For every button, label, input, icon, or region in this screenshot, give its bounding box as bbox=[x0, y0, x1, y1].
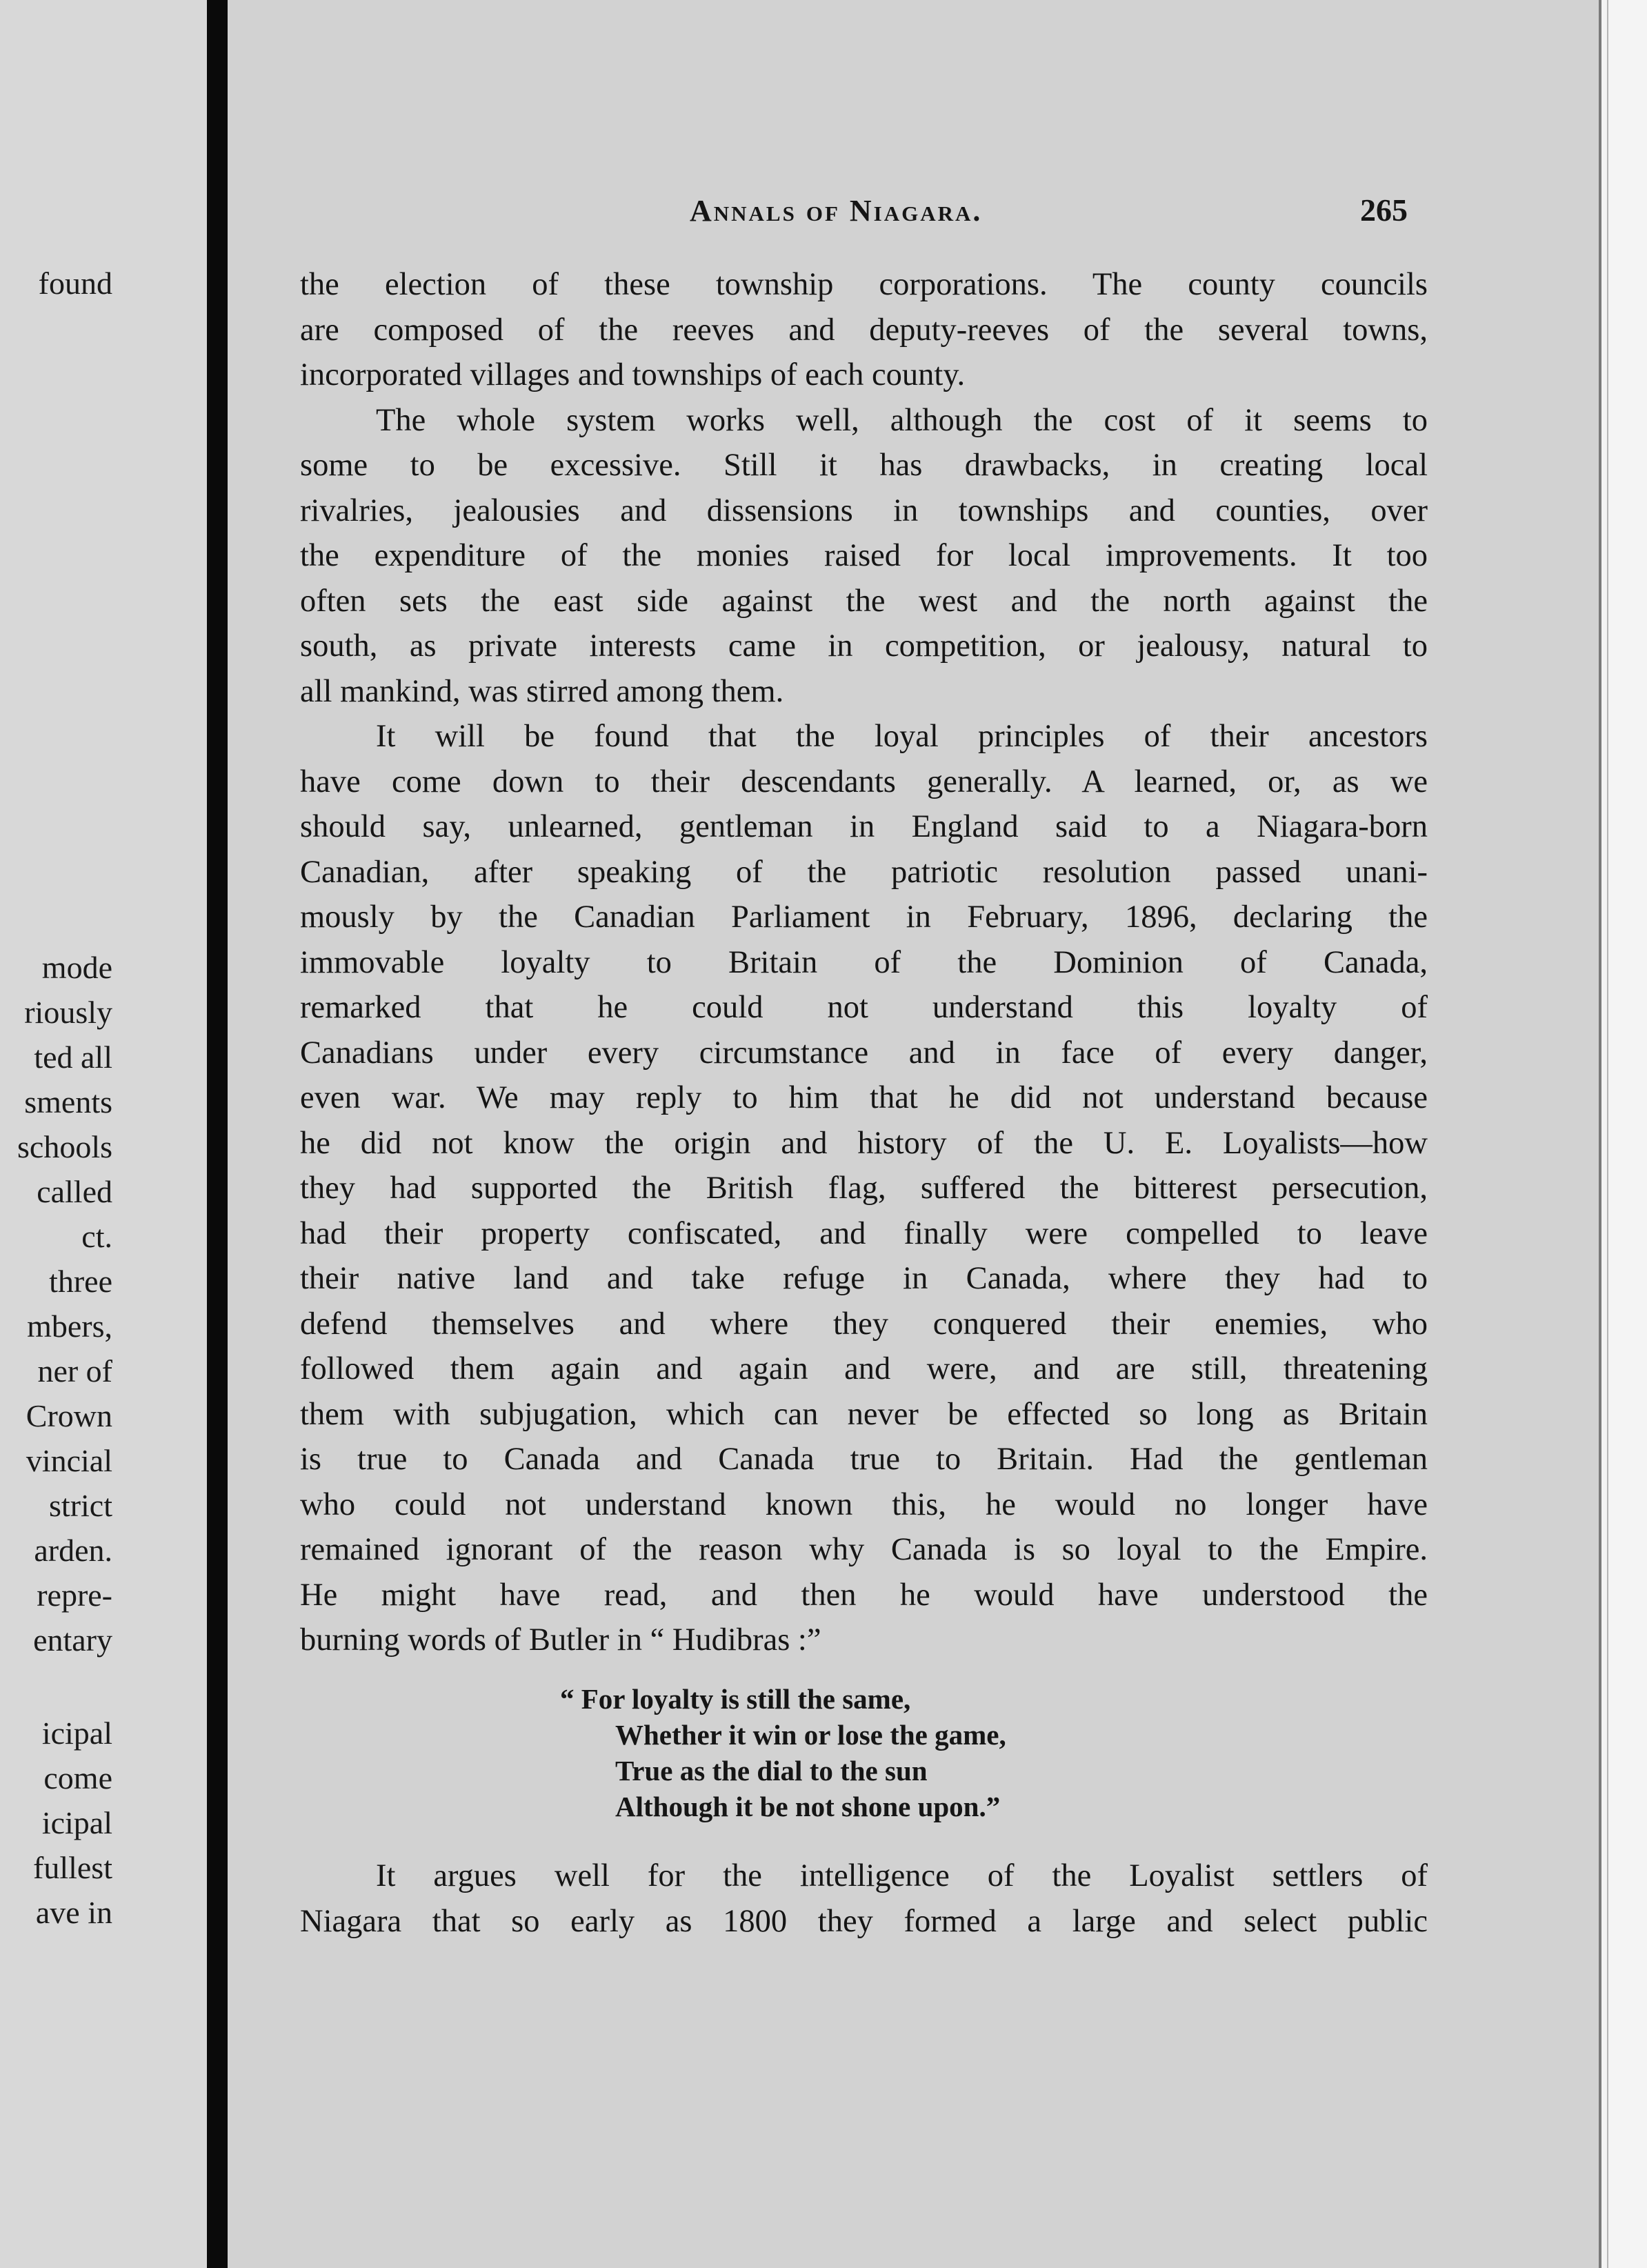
poem-line: True as the dial to the sun bbox=[615, 1755, 928, 1787]
text-line: are composed of the reeves and deputy-reeves of the several towns, bbox=[300, 312, 1428, 348]
left-page-fragment: arden. bbox=[34, 1533, 112, 1568]
book-gutter bbox=[207, 0, 228, 2268]
poem-line: “ For loyalty is still the same, bbox=[560, 1683, 911, 1715]
running-title: Annals of Niagara. bbox=[690, 194, 983, 228]
text-line: their native land and take refuge in Canada, where they had to bbox=[300, 1261, 1428, 1296]
left-page-fragment: riously bbox=[24, 995, 112, 1030]
text-line: the election of these township corporations. The county councils bbox=[300, 267, 1428, 302]
left-page-fragment: sments bbox=[24, 1084, 112, 1120]
text-line: immovable loyalty to Britain of the Dominion of Canada, bbox=[300, 944, 1428, 980]
text-line: is true to Canada and Canada true to Britain. Had the gentleman bbox=[300, 1442, 1428, 1477]
left-page-fragment: entary bbox=[33, 1622, 112, 1658]
text-line: who could not understand known this, he would no longer have bbox=[300, 1486, 1428, 1522]
left-page-fragment: three bbox=[49, 1264, 112, 1299]
text-line: have come down to their descendants generally. A learned, or, as we bbox=[300, 764, 1428, 799]
text-line: burning words of Butler in “ Hudibras :” bbox=[300, 1622, 821, 1658]
left-page-fragment: Crown bbox=[26, 1398, 112, 1433]
left-page-fragment: found bbox=[38, 266, 112, 301]
text-line: Niagara that so early as 1800 they formed a large and select public bbox=[300, 1903, 1428, 1939]
text-line: incorporated villages and townships of each county. bbox=[300, 357, 966, 392]
left-page-fragment: mbers, bbox=[27, 1309, 112, 1344]
left-page-fragment: icipal bbox=[41, 1715, 112, 1751]
text-line: all mankind, was stirred among them. bbox=[300, 673, 784, 709]
left-page-fragment: fullest bbox=[33, 1850, 112, 1885]
text-line: the expenditure of the monies raised for local improvements. It too bbox=[300, 538, 1428, 573]
text-line: Canadian, after speaking of the patriotic resolution passed unani- bbox=[300, 854, 1428, 890]
left-page-fragment: vincial bbox=[26, 1443, 112, 1478]
page-number: 265 bbox=[1360, 192, 1408, 228]
text-line: He might have read, and then he would have understood the bbox=[300, 1577, 1428, 1613]
poem-quotation bbox=[560, 1681, 1006, 1824]
poem-line: Although it be not shone upon.” bbox=[615, 1791, 1001, 1822]
text-line: south, as private interests came in competition, or jealousy, natural to bbox=[300, 628, 1428, 664]
text-line: followed them again and again and were, and are still, threatening bbox=[300, 1351, 1428, 1386]
text-line: them with subjugation, which can never be effected so long as Britain bbox=[300, 1396, 1428, 1432]
left-page-fragment: ted all bbox=[34, 1040, 112, 1075]
body-text-block-1 bbox=[300, 262, 1428, 1663]
text-line: remarked that he could not understand this loyalty of bbox=[300, 990, 1428, 1025]
left-page-fragment: icipal bbox=[41, 1805, 112, 1840]
text-line: defend themselves and where they conquered their enemies, who bbox=[300, 1306, 1428, 1342]
poem-line: Whether it win or lose the game, bbox=[615, 1719, 1006, 1751]
left-page-fragment: mode bbox=[41, 950, 112, 985]
text-line: mously by the Canadian Parliament in February, 1896, declaring the bbox=[300, 899, 1428, 935]
body-text-block-2 bbox=[300, 1853, 1428, 1944]
text-line: some to be excessive. Still it has drawbacks, in creating local bbox=[300, 448, 1428, 483]
left-page-fragment: ave in bbox=[35, 1895, 112, 1930]
text-line: It will be found that the loyal principles of their ancestors bbox=[376, 719, 1428, 754]
text-line: The whole system works well, although the cost of it seems to bbox=[376, 402, 1428, 438]
left-page-fragment: ner of bbox=[37, 1353, 112, 1389]
text-line: should say, unlearned, gentleman in England said to a Niagara-born bbox=[300, 809, 1428, 844]
left-page-fragment: ct. bbox=[81, 1219, 112, 1254]
text-line: often sets the east side against the west and the north against the bbox=[300, 583, 1428, 619]
text-line: he did not know the origin and history of the U. E. Loyalists—how bbox=[300, 1125, 1428, 1161]
page-edge-line bbox=[1607, 0, 1608, 2268]
text-line: had their property confiscated, and finally were compelled to leave bbox=[300, 1215, 1428, 1251]
text-line: Canadians under every circumstance and in face of every danger, bbox=[300, 1035, 1428, 1071]
text-line: even war. We may reply to him that he did not understand because bbox=[300, 1080, 1428, 1115]
left-page-fragment: strict bbox=[49, 1488, 112, 1523]
left-page-fragment: repre- bbox=[37, 1578, 112, 1613]
text-line: remained ignorant of the reason why Canada is so loyal to the Empire. bbox=[300, 1532, 1428, 1567]
text-line: It argues well for the intelligence of the Loyalist settlers of bbox=[376, 1858, 1428, 1893]
text-line: rivalries, jealousies and dissensions in townships and counties, over bbox=[300, 493, 1428, 528]
page-edge-line bbox=[1599, 0, 1601, 2268]
left-page-fragment: schools bbox=[17, 1129, 112, 1164]
left-page-fragment: come bbox=[43, 1760, 112, 1796]
left-page-fragment: called bbox=[37, 1174, 112, 1209]
text-line: they had supported the British flag, suffered the bitterest persecution, bbox=[300, 1171, 1428, 1206]
